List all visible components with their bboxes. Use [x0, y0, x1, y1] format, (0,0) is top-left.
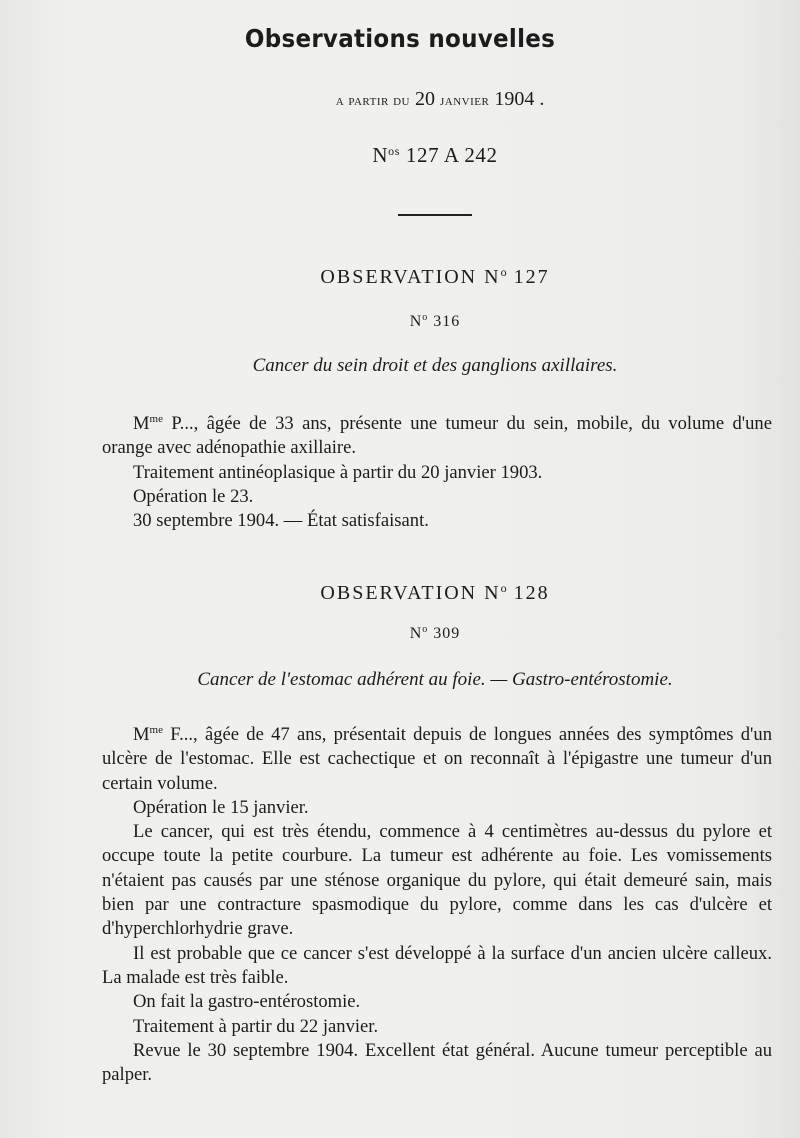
subtitle-month: janvier: [439, 93, 490, 109]
paragraph: Traitement à partir du 22 janvier.: [133, 1015, 379, 1037]
observation-heading: [0, 265, 800, 289]
reference-sup: o: [422, 624, 429, 635]
observation-heading: [0, 581, 800, 605]
reference-sup: o: [422, 312, 429, 323]
subtitle-prefix: a partir du: [335, 93, 410, 109]
observation-heading-sup: o: [500, 581, 507, 595]
reference-prefix: N: [409, 313, 423, 330]
observation-reference: [0, 624, 800, 643]
paragraph: $M^{me}$ F..., âgée de 47 ans, présentait depuis de longues années des symptômes d'un ulcère de l'estomac. Elle est cachectique et on reconnaît à l'épigastre une tumeur d'un certain volume.: [102, 724, 772, 794]
observation-heading-number: 128: [513, 582, 550, 604]
page-title: Observations nouvelles: [244, 24, 556, 53]
paragraph: 30 septembre 1904. — État satisfaisant.: [133, 510, 429, 532]
observation-title: Cancer du sein droit et des ganglions axillaires.: [252, 355, 618, 376]
observation-heading-label: OBSERVATION N: [320, 582, 501, 604]
subtitle-day: 20: [414, 88, 435, 110]
observation-heading-number: 127: [513, 266, 550, 288]
page-subtitle: a partir du 20 janvier 1904 .: [335, 88, 545, 110]
observation-range: [0, 143, 800, 168]
paragraph: Opération le 23.: [133, 485, 254, 507]
observation-body: [102, 718, 772, 1087]
subtitle-year: 1904: [494, 88, 535, 110]
reference-prefix: N: [409, 625, 423, 642]
paragraph: Revue le 30 septembre 1904. Excellent état général. Aucune tumeur perceptible au palper.: [102, 1039, 772, 1086]
range-text: 127 A 242: [405, 143, 498, 167]
observation-heading-sup: o: [500, 265, 507, 279]
observation-reference: [0, 312, 800, 331]
paragraph: Il est probable que ce cancer s'est développé à la surface d'un ancien ulcère calleux. La malade est très faible.: [102, 942, 772, 988]
observation-heading-label: OBSERVATION N: [320, 266, 501, 288]
range-sup: os: [388, 144, 401, 158]
reference-number: 316: [433, 313, 461, 330]
separator-rule: [398, 214, 472, 216]
paragraph: On fait la gastro-entérostomie.: [133, 991, 361, 1013]
paragraph: $M^{me}$ P..., âgée de 33 ans, présente une tumeur du sein, mobile, du volume d'une orange avec adénopathie axillaire.: [102, 413, 772, 459]
observation-body: [102, 407, 772, 533]
observation-title: Cancer de l'estomac adhérent au foie. — Gastro-entérostomie.: [197, 669, 673, 690]
reference-number: 309: [433, 625, 461, 642]
paragraph: Le cancer, qui est très étendu, commence à 4 centimètres au-dessus du pylore et occupe toute la petite courbure. La tumeur est adhérente au foie. Les vomissements n'étaient pas causés par une sténose organique du pylore, qui était demeuré sain, mais bien par une contracture spasmodique du pylore, comme dans les cas d'ulcère et d'hyperchlorhydrie grave.: [102, 821, 772, 940]
range-prefix: N: [372, 143, 389, 167]
paragraph: Opération le 15 janvier.: [133, 796, 309, 818]
paragraph: Traitement antinéoplasique à partir du 20 janvier 1903.: [133, 461, 543, 483]
